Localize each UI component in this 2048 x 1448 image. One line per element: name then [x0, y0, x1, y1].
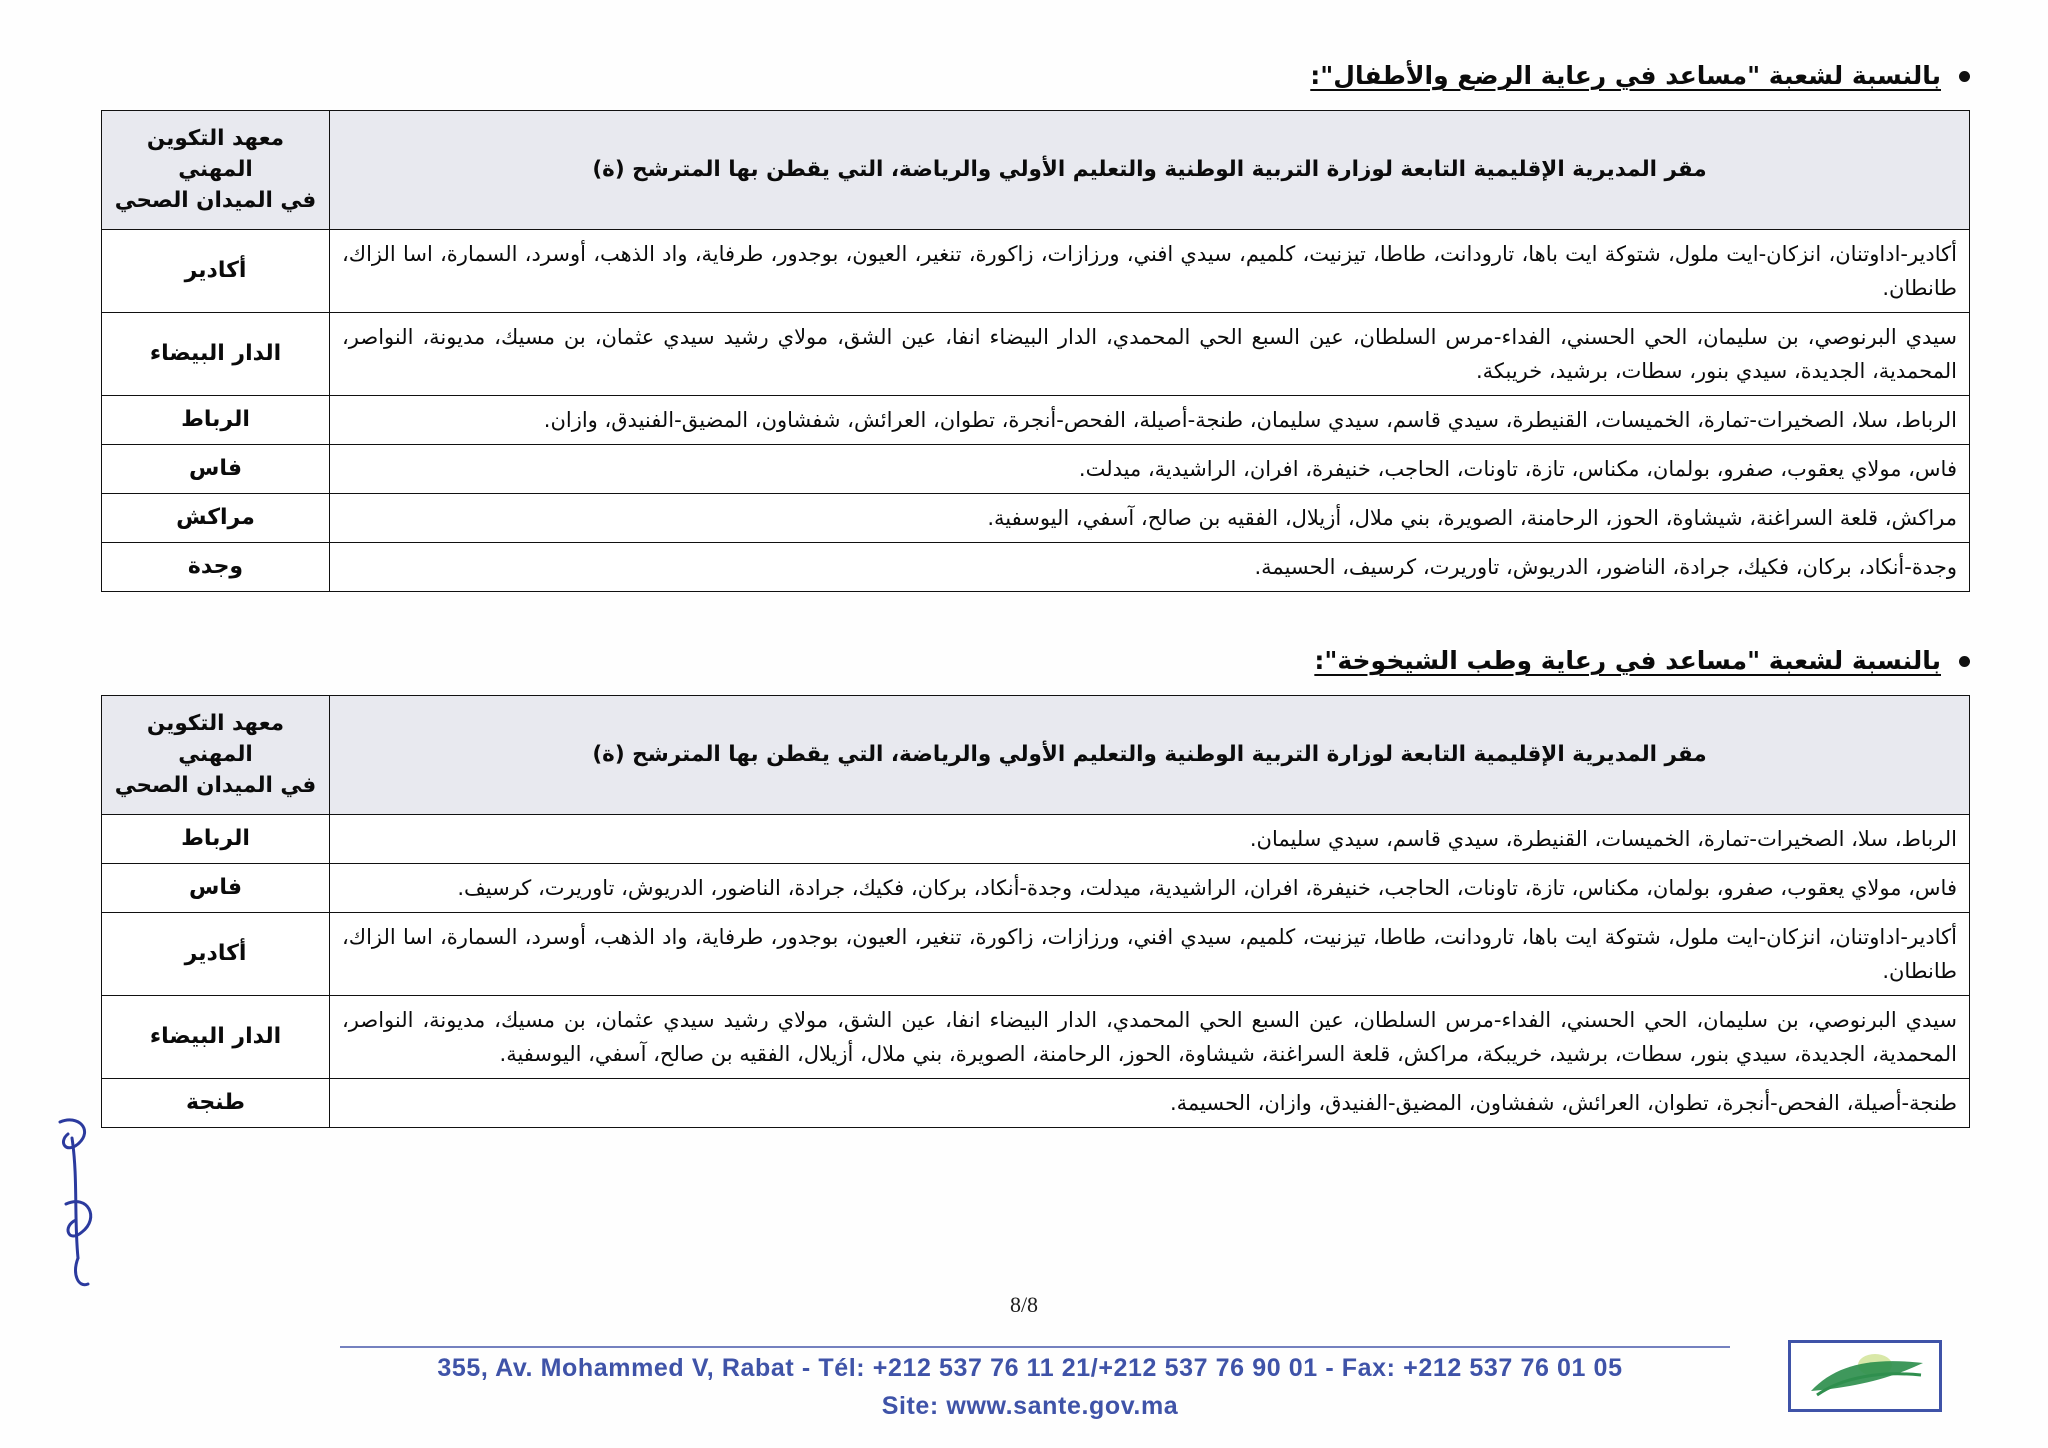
- table-row: [102, 493, 1970, 542]
- cell-directorates: سيدي البرنوصي، بن سليمان، الحي الحسني، الفداء-مرس السلطان، عين السبع الحي المحمدي، الدار البيضاء انفا، عين الشق، مولاي رشيد سيدي عثمان، بن مسيك، مديونة، النواصر، المحمدية، الجديدة، سيدي بنور، سطات، برشيد، خريبكة، مراكش، قلعة السراغنة، شيشاوة، الحوز، الرحامنة، الصويرة، بني ملال، أزيلال، الفقيه بن صالح، آسفي، اليوسفية.: [330, 995, 1970, 1078]
- cell-institute: أكادير: [102, 912, 330, 995]
- cell-institute: الرباط: [102, 814, 330, 863]
- column-header-directorate: مقر المديرية الإقليمية التابعة لوزارة التربية الوطنية والتعليم الأولي والرياضة، التي يقطن بها المترشح (ة): [330, 696, 1970, 815]
- footer: [300, 1354, 1760, 1421]
- table-row: [102, 863, 1970, 912]
- column-header-institute-line2: في الميدان الصحي: [114, 773, 317, 799]
- section-heading-infant-care: [1310, 60, 1970, 93]
- cell-institute: فاس: [102, 444, 330, 493]
- table-body-infant-care: [102, 229, 1970, 591]
- bullet-icon: [1959, 656, 1970, 667]
- table-row: [102, 312, 1970, 395]
- table-header-row: [102, 111, 1970, 230]
- page-number: 8/8: [1009, 1292, 1039, 1317]
- table-geriatric-care: [101, 695, 1970, 1128]
- table-row: [102, 395, 1970, 444]
- ministry-logo: [1788, 1340, 1942, 1412]
- footer-divider: [340, 1346, 1730, 1348]
- column-header-directorate: مقر المديرية الإقليمية التابعة لوزارة التربية الوطنية والتعليم الأولي والرياضة، التي يقطن بها المترشح (ة): [330, 111, 1970, 230]
- section-heading-geriatric-care: [1314, 645, 1970, 678]
- handwritten-signature-mark: [48, 1108, 118, 1298]
- cell-institute: الدار البيضاء: [102, 995, 330, 1078]
- cell-institute: وجدة: [102, 542, 330, 591]
- table-row: [102, 814, 1970, 863]
- table-body-geriatric-care: [102, 814, 1970, 1127]
- table-row: [102, 542, 1970, 591]
- cell-directorates: الرباط، سلا، الصخيرات-تمارة، الخميسات، القنيطرة، سيدي قاسم، سيدي سليمان، طنجة-أصيلة، الفحص-أنجرة، تطوان، العرائش، شفشاون، المضيق-الفنيدق، وازان.: [330, 395, 1970, 444]
- column-header-institute: [102, 111, 330, 230]
- table-row: [102, 444, 1970, 493]
- column-header-institute: [102, 696, 330, 815]
- cell-directorates: فاس، مولاي يعقوب، صفرو، بولمان، مكناس، تازة، تاونات، الحاجب، خنيفرة، افران، الراشيدية، ميدلت.: [330, 444, 1970, 493]
- cell-directorates: سيدي البرنوصي، بن سليمان، الحي الحسني، الفداء-مرس السلطان، عين السبع الحي المحمدي، الدار البيضاء انفا، عين الشق، مولاي رشيد سيدي عثمان، بن مسيك، مديونة، النواصر، المحمدية، الجديدة، سيدي بنور، سطات، برشيد، خريبكة.: [330, 312, 1970, 395]
- cell-directorates: أكادير-اداوتنان، انزكان-ايت ملول، شتوكة ايت باها، تارودانت، طاطا، تيزنيت، كلميم، سيدي افني، ورزازات، زاكورة، تنغير، العيون، بوجدور، طرفاية، واد الذهب، أوسرد، السمارة، اسا الزاك، طانطان.: [330, 229, 1970, 312]
- footer-address: 355, Av. Mohammed V, Rabat - Tél: +212 537 76 11 21/+212 537 76 90 01 - Fax: +212 537 76 01 05: [437, 1354, 1623, 1382]
- cell-institute: الرباط: [102, 395, 330, 444]
- section-heading-label: بالنسبة لشعبة "مساعد في رعاية الرضع والأطفال":: [1310, 61, 1941, 90]
- table-row: [102, 912, 1970, 995]
- column-header-institute-line1: معهد التكوين المهني: [146, 711, 285, 768]
- cell-directorates: أكادير-اداوتنان، انزكان-ايت ملول، شتوكة ايت باها، تارودانت، طاطا، تيزنيت، كلميم، سيدي افني، ورزازات، زاكورة، تنغير، العيون، بوجدور، طرفاية، واد الذهب، أوسرد، السمارة، اسا الزاك، طانطان.: [330, 912, 1970, 995]
- cell-directorates: الرباط، سلا، الصخيرات-تمارة، الخميسات، القنيطرة، سيدي قاسم، سيدي سليمان.: [330, 814, 1970, 863]
- footer-website: Site: www.sante.gov.ma: [881, 1392, 1179, 1420]
- column-header-institute-line1: معهد التكوين المهني: [146, 126, 285, 183]
- section-heading-label: بالنسبة لشعبة "مساعد في رعاية وطب الشيخوخة":: [1314, 646, 1941, 675]
- cell-directorates: طنجة-أصيلة، الفحص-أنجرة، تطوان، العرائش، شفشاون، المضيق-الفنيدق، وازان، الحسيمة.: [330, 1078, 1970, 1127]
- cell-directorates: وجدة-أنكاد، بركان، فكيك، جرادة، الناضور، الدريوش، تاوريرت، كرسيف، الحسيمة.: [330, 542, 1970, 591]
- cell-institute: فاس: [102, 863, 330, 912]
- bullet-icon: [1959, 71, 1970, 82]
- table-header-row: [102, 696, 1970, 815]
- column-header-institute-line2: في الميدان الصحي: [114, 188, 317, 214]
- cell-institute: الدار البيضاء: [102, 312, 330, 395]
- cell-institute: مراكش: [102, 493, 330, 542]
- table-row: [102, 995, 1970, 1078]
- table-row: [102, 1078, 1970, 1127]
- table-infant-care: [101, 110, 1970, 592]
- table-row: [102, 229, 1970, 312]
- cell-directorates: مراكش، قلعة السراغنة، شيشاوة، الحوز، الرحامنة، الصويرة، بني ملال، أزيلال، الفقيه بن صالح، آسفي، اليوسفية.: [330, 493, 1970, 542]
- cell-institute: أكادير: [102, 229, 330, 312]
- cell-directorates: فاس، مولاي يعقوب، صفرو، بولمان، مكناس، تازة، تاونات، الحاجب، خنيفرة، افران، الراشيدية، ميدلت، وجدة-أنكاد، بركان، فكيك، جرادة، الناضور، الدريوش، تاوريرت، كرسيف.: [330, 863, 1970, 912]
- logo-icon: [1797, 1343, 1939, 1403]
- cell-institute: طنجة: [102, 1078, 330, 1127]
